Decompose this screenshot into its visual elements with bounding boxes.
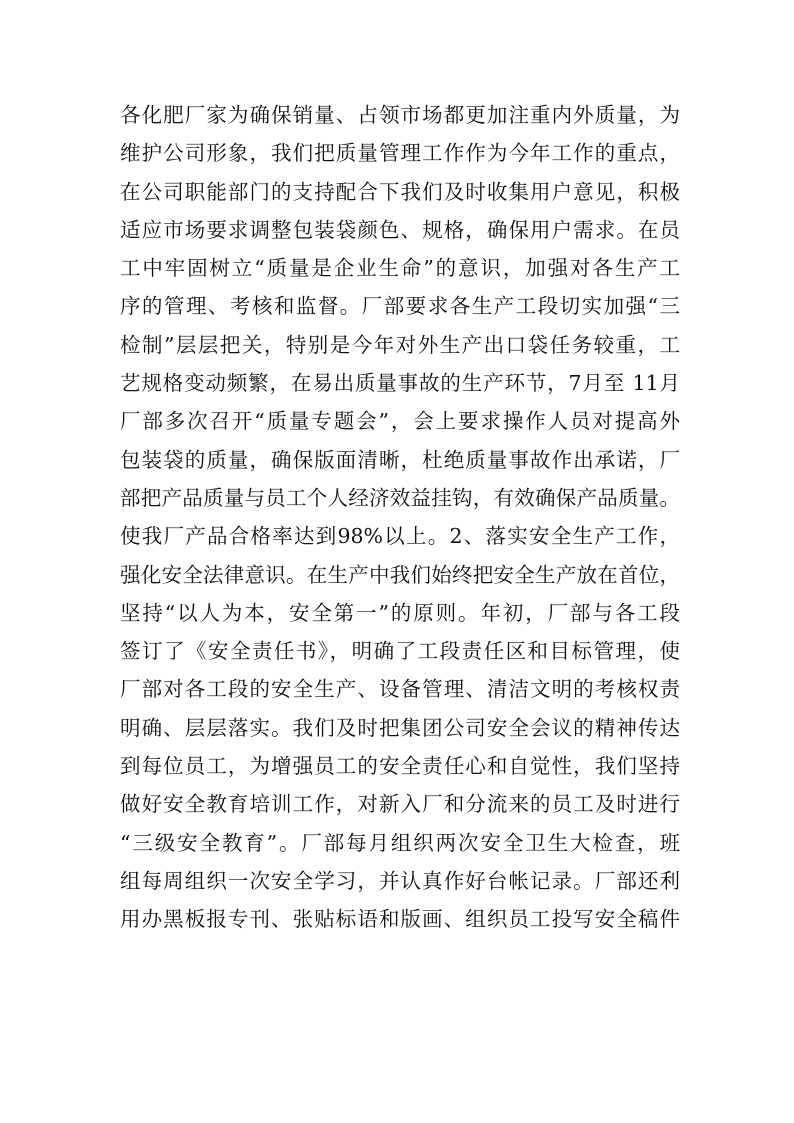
text-line: 到每位员工，为增强员工的安全责任心和自觉性，我们坚持: [120, 754, 680, 779]
body-text: [120, 96, 680, 939]
text-line: 签订了《安全责任书》，明确了工段责任区和目标管理，使: [120, 639, 680, 664]
text-line: 在公司职能部门的支持配合下我们及时收集用户意见，积极: [120, 179, 680, 204]
text-line: 明确、层层落实。我们及时把集团公司安全会议的精神传达: [120, 715, 680, 740]
text-line: 强化安全法律意识。在生产中我们始终把安全生产放在首位，: [120, 562, 680, 587]
text-line: 序的管理、考核和监督。厂部要求各生产工段切实加强“三: [120, 294, 680, 319]
text-line: 工中牢固树立“质量是企业生命”的意识，加强对各生产工: [120, 256, 680, 281]
text-line: 组每周组织一次安全学习，并认真作好台帐记录。厂部还利: [120, 868, 680, 893]
text-line: 适应市场要求调整包装袋颜色、规格，确保用户需求。在员: [120, 217, 680, 242]
text-line: 厂部多次召开“质量专题会”，会上要求操作人员对提高外: [120, 409, 680, 434]
text-line: 检制”层层把关，特别是今年对外生产出口袋任务较重，工: [120, 332, 680, 357]
text-line: 包装袋的质量，确保版面清晰，杜绝质量事故作出承诺，厂: [120, 447, 680, 472]
text-line: 厂部对各工段的安全生产、设备管理、清洁文明的考核权责: [120, 677, 680, 702]
text-line: 用办黑板报专刊、张贴标语和版画、组织员工投写安全稿件: [120, 907, 680, 932]
text-line: 部把产品质量与员工个人经济效益挂钩，有效确保产品质量。: [120, 485, 680, 510]
text-line: 做好安全教育培训工作，对新入厂和分流来的员工及时进行: [120, 792, 680, 817]
text-line: 各化肥厂家为确保销量、占领市场都更加注重内外质量，为: [120, 103, 680, 127]
text-line: 使我厂产品合格率达到98%以上。2、落实安全生产工作，: [120, 524, 680, 549]
text-line: 坚持“以人为本，安全第一”的原则。年初，厂部与各工段: [120, 600, 680, 625]
text-line: 维护公司形象，我们把质量管理工作作为今年工作的重点，: [120, 141, 680, 166]
text-line: “三级安全教育”。厂部每月组织两次安全卫生大检查，班: [120, 830, 680, 855]
text-line: 艺规格变动频繁，在易出质量事故的生产环节，7月至 11月: [120, 371, 680, 396]
